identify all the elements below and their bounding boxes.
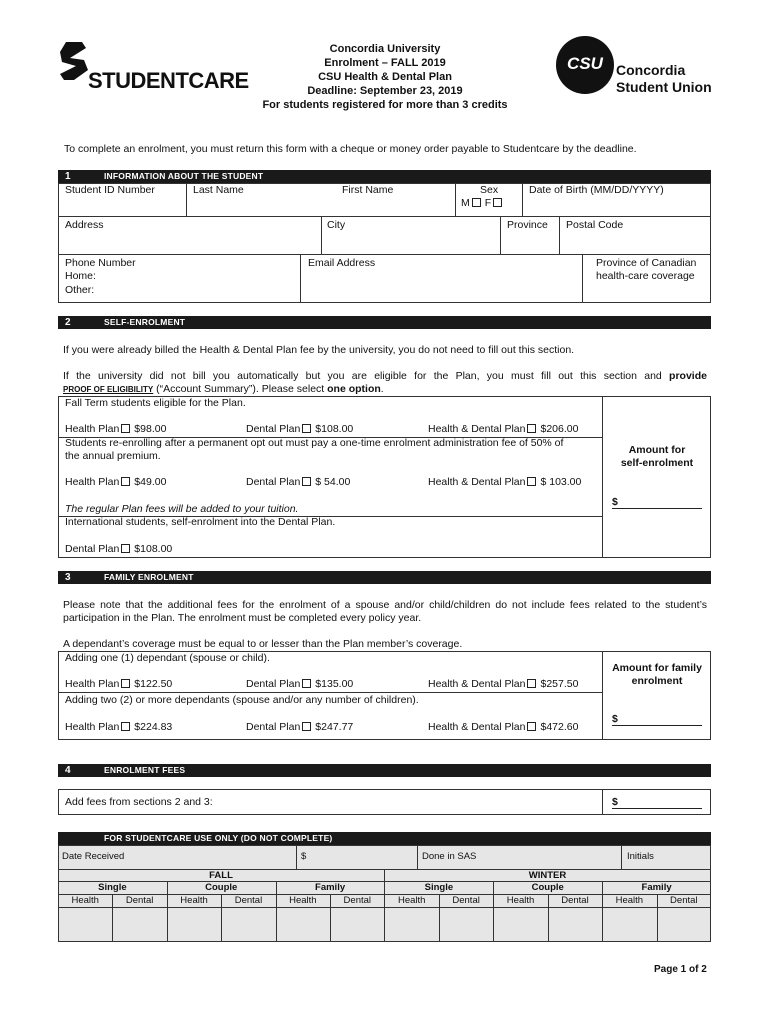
period: . — [380, 383, 384, 395]
initials-label: Initials — [627, 851, 654, 862]
winter-header: WINTER — [528, 870, 567, 881]
hd-1-price: $257.50 — [540, 678, 579, 690]
amount-self-input[interactable] — [612, 508, 702, 509]
section-4-bar — [58, 764, 711, 777]
sex-options — [461, 197, 506, 209]
family-note-2: participation in the Plan. The enrolment must be completed every policy year. — [63, 612, 422, 624]
csu-mark: CSU — [567, 54, 603, 73]
sex-f-checkbox[interactable] — [493, 198, 502, 207]
family-note-1-text: Please note that the additional fees for the enrolment of a spouse and/or child/children do not include fees related to the student’s — [63, 599, 707, 611]
amount-family-input[interactable] — [612, 725, 702, 726]
health-1-checkbox[interactable] — [121, 679, 130, 688]
office-col-dental: Dental — [670, 895, 698, 906]
postal-code-field[interactable]: Postal Code — [566, 219, 624, 231]
dental-54-price: $ 54.00 — [315, 476, 351, 488]
health-49-price: $49.00 — [134, 476, 167, 488]
form-title — [230, 42, 540, 112]
two-dependants-label: Adding two (2) or more dependants (spouse and/or any number of children). — [65, 694, 419, 706]
amount-family-label-1: Amount for family — [612, 662, 702, 674]
sex-m-label: M — [461, 197, 470, 209]
done-in-sas-label: Done in SAS — [422, 851, 477, 862]
section-2-number: 2 — [65, 317, 71, 328]
phone-home-field[interactable]: Home: — [65, 270, 96, 282]
family-note-3: A dependant’s coverage must be equal to or lesser than the Plan member’s coverage. — [63, 638, 463, 650]
dental-1-checkbox[interactable] — [302, 679, 311, 688]
office-col-health: Health — [71, 895, 99, 906]
dental-108-price: $108.00 — [315, 423, 354, 435]
health-plan-label: Health Plan — [65, 476, 120, 488]
title-line-1: Concordia University — [329, 43, 441, 55]
one-dependant-label: Adding one (1) dependant (spouse or child). — [65, 652, 270, 664]
hd-206-price: $206.00 — [540, 423, 579, 435]
dental-108-checkbox[interactable] — [302, 424, 311, 433]
address-field[interactable]: Address — [65, 219, 104, 231]
office-group-single: Single — [98, 882, 127, 893]
sex-m-checkbox[interactable] — [472, 198, 481, 207]
health-1-price: $122.50 — [134, 678, 173, 690]
dental-54-option[interactable] — [246, 476, 350, 488]
dental-2-option[interactable] — [246, 721, 353, 733]
health-dental-label: Health & Dental Plan — [428, 423, 526, 435]
hd-1-option[interactable] — [428, 678, 578, 690]
office-group-couple: Couple — [531, 882, 564, 893]
office-col-health: Health — [397, 895, 426, 906]
section-2-title: SELF-ENROLMENT — [104, 317, 186, 327]
title-line-3: CSU Health & Dental Plan — [318, 71, 452, 83]
self-enrol-note: If you were already billed the Health & Dental Plan fee by the university, you do not need to fill out this section. — [63, 344, 575, 356]
section-3-title: FAMILY ENROLMENT — [104, 572, 194, 582]
intro-text: To complete an enrolment, you must return this form with a cheque or money order payable to Studentcare by the deadline. — [64, 143, 637, 155]
hd-206-checkbox[interactable] — [527, 424, 536, 433]
student-id-field[interactable]: Student ID Number — [65, 184, 155, 196]
health-dental-label: Health & Dental Plan — [428, 678, 526, 690]
office-dollar-label: $ — [301, 851, 307, 862]
hd-103-option[interactable] — [428, 476, 581, 488]
dental-2-checkbox[interactable] — [302, 722, 311, 731]
section-1-bar — [58, 170, 711, 183]
office-group-single: Single — [424, 882, 454, 893]
health-98-checkbox[interactable] — [121, 424, 130, 433]
dental-1-option[interactable] — [246, 678, 353, 690]
health-98-option[interactable] — [65, 423, 166, 435]
family-note-1 — [63, 599, 707, 611]
total-dollar: $ — [612, 796, 618, 808]
studentcare-logo — [58, 40, 249, 93]
phone-number-label: Phone Number — [65, 257, 136, 269]
date-received-label: Date Received — [62, 851, 125, 862]
one-option-bold: one option — [327, 383, 381, 395]
amount-family-label-2: enrolment — [631, 675, 683, 687]
studentcare-wordmark: STUDENTCARE — [88, 68, 249, 93]
dental-plan-label: Dental Plan — [246, 423, 301, 435]
dental-108-option[interactable] — [246, 423, 353, 435]
amount-family-dollar: $ — [612, 713, 618, 725]
city-field[interactable]: City — [327, 219, 346, 231]
provide-bold: provide — [669, 370, 707, 382]
account-summary-text: (“Account Summary”). Please select — [156, 383, 325, 395]
section-4-title: ENROLMENT FEES — [104, 765, 186, 775]
office-col-dental: Dental — [452, 895, 480, 906]
self-enrol-instructions-text: If the university did not bill you automatically but you are eligible for the Plan, you must fill out this section and — [63, 370, 662, 382]
dental-1-price: $135.00 — [315, 678, 354, 690]
office-group-family: Family — [315, 882, 346, 893]
intl-students-label: International students, self-enrolment into the Dental Plan. — [65, 516, 336, 528]
office-col-dental: Dental — [125, 895, 154, 906]
health-2-checkbox[interactable] — [121, 722, 130, 731]
health-98-price: $98.00 — [134, 423, 167, 435]
dental-intl-checkbox[interactable] — [121, 544, 130, 553]
office-col-dental: Dental — [561, 895, 589, 906]
amount-self-dollar: $ — [612, 496, 618, 508]
office-col-dental: Dental — [343, 895, 372, 906]
office-col-health: Health — [180, 895, 208, 906]
dental-intl-price: $108.00 — [134, 543, 173, 555]
title-line-5: For students registered for more than 3 credits — [262, 99, 508, 111]
hd-2-price: $472.60 — [540, 721, 579, 733]
reenrol-label-1: Students re-enrolling after a permanent opt out must pay a one-time enrolment administration fee of 50% of — [65, 437, 564, 449]
section-3-bar — [58, 571, 711, 584]
office-col-dental: Dental — [234, 895, 263, 906]
hd-103-price: $ 103.00 — [540, 476, 582, 488]
self-enrol-instructions-1 — [63, 370, 707, 382]
add-fees-label: Add fees from sections 2 and 3: — [65, 796, 213, 808]
csu-logo — [556, 36, 716, 98]
health-plan-label: Health Plan — [65, 678, 120, 690]
office-col-health: Health — [615, 895, 644, 906]
province-coverage-label-1: Province of Canadian — [596, 257, 697, 269]
regular-fees-note: The regular Plan fees will be added to your tuition. — [65, 503, 299, 515]
section-1-title: INFORMATION ABOUT THE STUDENT — [104, 171, 264, 181]
total-fees-input[interactable] — [612, 808, 702, 809]
office-col-health: Health — [506, 895, 535, 906]
office-use-title: FOR STUDENTCARE USE ONLY (DO NOT COMPLETE) — [104, 833, 333, 843]
health-1-option[interactable] — [65, 678, 172, 690]
sex-label: Sex — [480, 184, 499, 196]
proof-of-eligibility: PROOF OF ELIGIBILITY — [63, 385, 154, 394]
section-3-number: 3 — [65, 572, 71, 583]
sex-f-label: F — [484, 197, 492, 209]
province-field[interactable]: Province — [507, 219, 548, 231]
dental-plan-label: Dental Plan — [246, 476, 301, 488]
dental-plan-label: Dental Plan — [246, 678, 301, 690]
reenrol-label-2: the annual premium. — [65, 450, 161, 462]
title-line-4: Deadline: September 23, 2019 — [307, 85, 463, 97]
dob-field[interactable]: Date of Birth (MM/DD/YYYY) — [529, 184, 664, 196]
studentcare-s-icon — [58, 40, 90, 82]
hd-1-checkbox[interactable] — [527, 679, 536, 688]
section-1-number: 1 — [65, 171, 71, 182]
hd-2-checkbox[interactable] — [527, 722, 536, 731]
province-coverage-label-2: health-care coverage — [596, 270, 695, 282]
health-2-price: $224.83 — [134, 721, 173, 733]
office-group-family: Family — [641, 882, 672, 893]
phone-other-field[interactable]: Other: — [65, 284, 95, 296]
office-group-couple: Couple — [205, 882, 238, 893]
hd-103-checkbox[interactable] — [527, 477, 536, 486]
title-line-2: Enrolment – FALL 2019 — [324, 57, 446, 69]
email-field[interactable]: Email Address — [308, 257, 376, 269]
dental-2-price: $247.77 — [315, 721, 354, 733]
health-49-checkbox[interactable] — [121, 477, 130, 486]
dental-54-checkbox[interactable] — [302, 477, 311, 486]
health-plan-label: Health Plan — [65, 423, 120, 435]
fall-header: FALL — [209, 870, 233, 881]
dental-intl-option[interactable] — [65, 543, 172, 555]
csu-name-1: Concordia — [616, 62, 686, 78]
section-2-bar — [58, 316, 711, 329]
office-col-health: Health — [289, 895, 317, 906]
amount-self-label-1: Amount for — [628, 444, 686, 456]
fall-term-label: Fall Term students eligible for the Plan. — [65, 397, 246, 409]
dental-plan-label: Dental Plan — [246, 721, 301, 733]
hd-206-option[interactable] — [428, 423, 578, 435]
section-4-number: 4 — [65, 765, 71, 776]
dental-plan-label: Dental Plan — [65, 543, 120, 555]
health-49-option[interactable] — [65, 476, 166, 488]
health-2-option[interactable] — [65, 721, 172, 733]
health-dental-label: Health & Dental Plan — [428, 721, 526, 733]
health-plan-label: Health Plan — [65, 721, 120, 733]
student-info-table — [58, 183, 711, 303]
last-name-field[interactable]: Last Name — [193, 184, 244, 196]
office-use-bar — [58, 832, 711, 845]
amount-self-label-2: self-enrolment — [620, 457, 694, 469]
page-number: Page 1 of 2 — [654, 964, 707, 975]
csu-name-2: Student Union — [616, 79, 712, 95]
hd-2-option[interactable] — [428, 721, 578, 733]
first-name-field[interactable]: First Name — [342, 184, 394, 196]
self-enrol-instructions-2 — [63, 383, 384, 395]
health-dental-label: Health & Dental Plan — [428, 476, 526, 488]
